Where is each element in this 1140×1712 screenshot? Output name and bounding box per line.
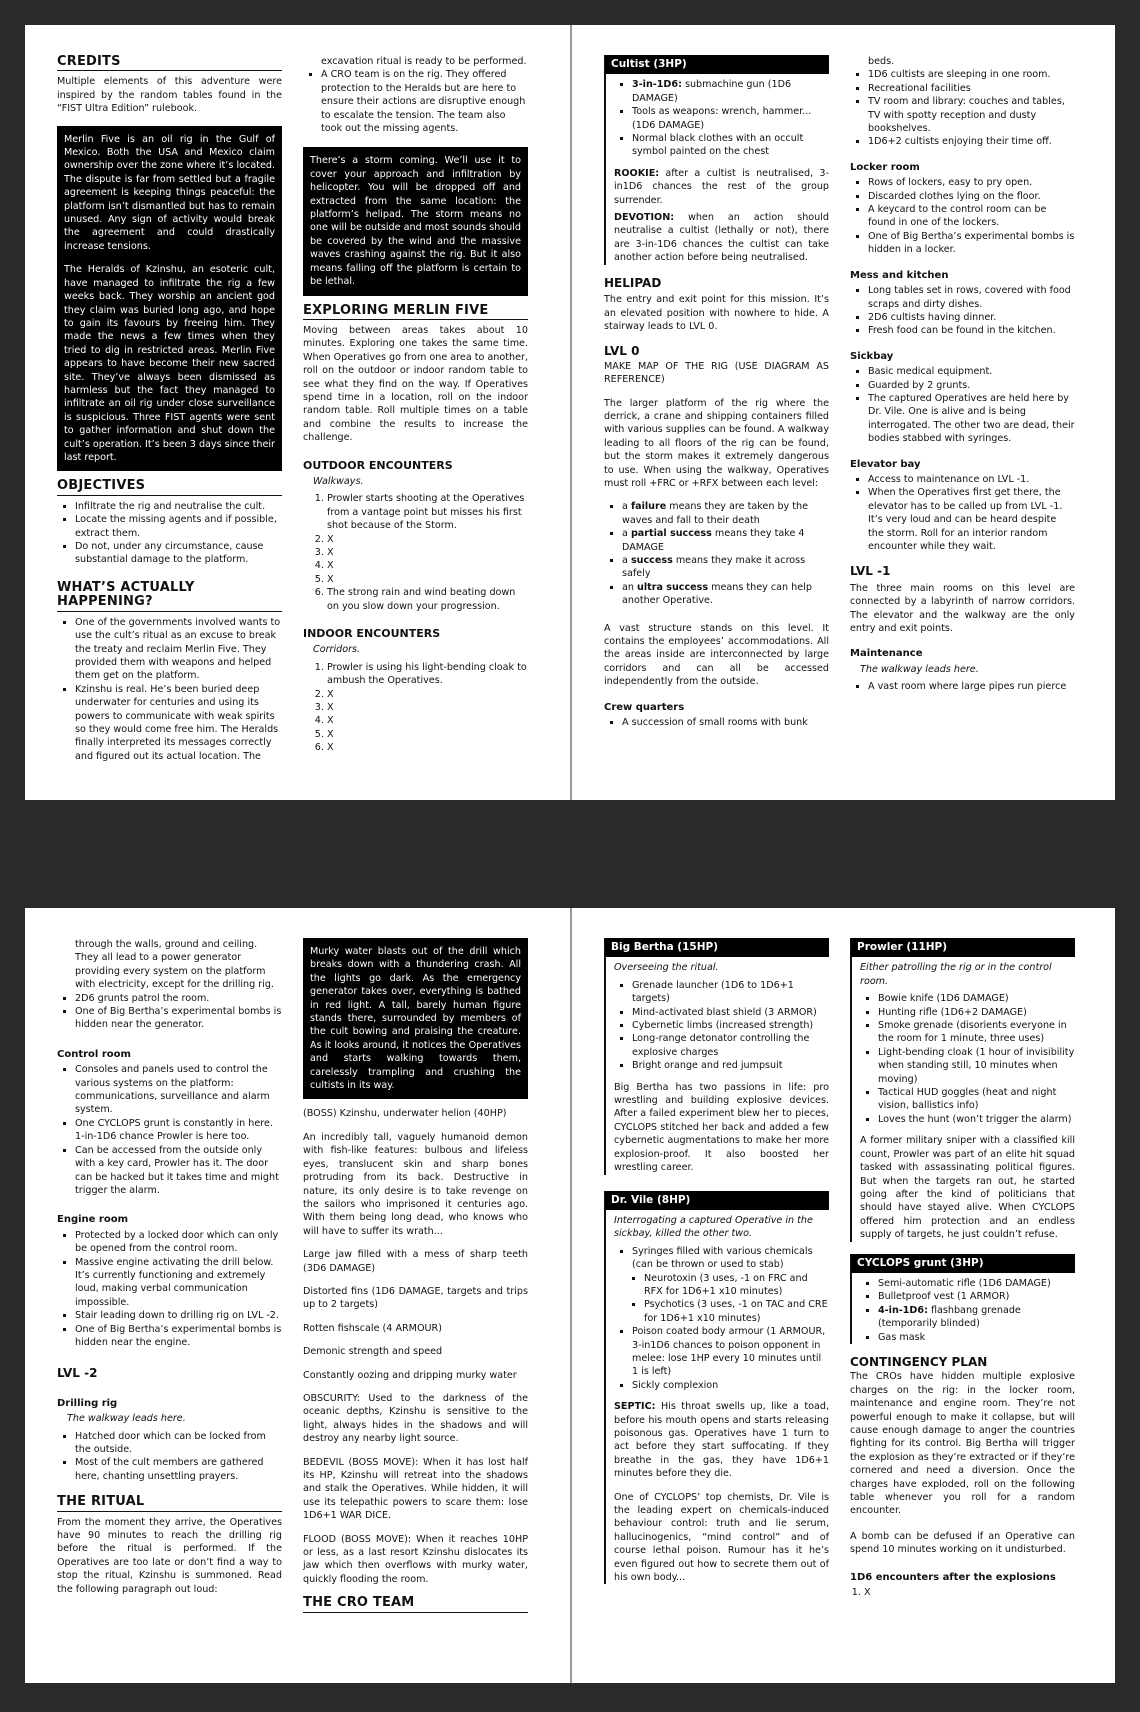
list-item: ▪ Most of the cult members are gathered here, chanting unsettling prayers. xyxy=(75,1456,282,1483)
indoor-table xyxy=(303,661,528,755)
big-bertha-header: Big Bertha (15HP) xyxy=(605,938,829,957)
list-item: ▪ Kzinshu is real. He’s been buried deep underwater for centuries and using its powers to communicate with weak spirits so they would come free him. The Heralds finally interpreted its messages correctly and figured out its actual location. The xyxy=(75,683,282,763)
list-item: 3. X xyxy=(327,546,528,559)
keyword: success xyxy=(630,555,673,566)
dr-vile-list xyxy=(614,1245,829,1392)
boss-trait: Large jaw filled with a mess of sharp teeth (3D6 DAMAGE) xyxy=(303,1249,528,1274)
keyword: 4-in-1D6: xyxy=(878,1304,928,1316)
locker-heading: Locker room xyxy=(850,161,920,173)
list-item: ▪ Tactical HUD goggles (heat and night vision, ballistics info) xyxy=(878,1086,1075,1113)
list-item: ▪ Bright orange and red jumpsuit xyxy=(632,1059,829,1072)
list-item: ▪ Semi-automatic rifle (1D6 DAMAGE) xyxy=(878,1277,1075,1290)
list-text: means they are taken by the waves and fall to their death xyxy=(622,501,809,526)
list-item: ▪ 2D6 cultists having dinner. xyxy=(868,311,1075,324)
list-item: ▪ Neurotoxin (3 uses, -1 on FRC and RFX for 1D6+1 x10 minutes) xyxy=(644,1272,829,1299)
list-item: ▪ 1D6+2 cultists enjoying their time off. xyxy=(868,135,1075,148)
exploring-heading: EXPLORING MERLIN FIVE xyxy=(303,304,528,320)
list-item xyxy=(878,1304,1075,1331)
elevator-list xyxy=(850,473,1075,553)
page-3-right-column xyxy=(303,938,528,1617)
list-item: ▪ Can be accessed from the outside only with a key card, Prowler has it. The door can be hacked but it takes time and might trigger the alarm. xyxy=(75,1144,282,1198)
big-bertha-text: Big Bertha has two passions in life: pro wrestling and building explosive devices. After a failed experiment blew her to pieces, CYCLOPS stitched her back and added a few cybernetic augmentations to make her more explosion-proof. It also boosted her wrestling career. xyxy=(614,1081,829,1174)
helipad-text: The entry and exit point for this mission. It’s an elevated position with nowhere to hide. A stairway leads to LVL 0. xyxy=(604,294,829,332)
intro-box xyxy=(57,126,282,472)
continued-text: excavation ritual is ready to be performed. xyxy=(321,56,527,67)
maintenance-heading: Maintenance xyxy=(850,648,923,660)
crew-list xyxy=(604,716,829,729)
devotion-rule xyxy=(614,211,829,265)
bomb-defuse-text: A bomb can be defused if an Operative can spend 10 minutes working on it undisturbed. xyxy=(850,1530,1075,1556)
list-item: 6. X xyxy=(327,741,528,754)
list-item: 1. X xyxy=(864,1586,1075,1599)
drilling-rig-heading: Drilling rig xyxy=(57,1397,118,1409)
boss-header: (BOSS) Kzinshu, underwater helion (40HP) xyxy=(303,1108,507,1120)
boss-trait: OBSCURITY: Used to the darkness of the oceanic depths, Kzinshu is sensitive to the light, always hides in the shadows and will destroy any nearby light source. xyxy=(303,1392,528,1445)
list-item: ▪ Hunting rifle (1D6+2 DAMAGE) xyxy=(878,1006,1075,1019)
list-item: ▪ Smoke grenade (disorients everyone in the room for 1 minute, three uses) xyxy=(878,1019,1075,1046)
list-item: ▪ Gas mask xyxy=(878,1331,1075,1344)
happening-list xyxy=(57,616,282,763)
list-item: ▪ Guarded by 2 grunts. xyxy=(868,379,1075,392)
list-item: ▪ The captured Operatives are held here by Dr. Vile. One is alive and is being interrogated. The other two are dead, their bodies stabbed with syringes. xyxy=(868,392,1075,446)
dr-vile-subtitle: Interrogating a captured Operative in the sickbay, killed the other two. xyxy=(614,1214,813,1240)
boss-trait: Constantly oozing and dripping murky water xyxy=(303,1369,517,1381)
lvl0-text: The larger platform of the rig where the derrick, a crane and shipping containers filled with various supplies can be found. A walkway leading to all floors of the rig can be found, but the storm makes it extremely dangerous to use. When using the walkway, Operatives must roll +FRC or +RFX between each level: xyxy=(604,397,829,489)
list-item: 3. X xyxy=(327,701,528,714)
page-4-right-column xyxy=(850,938,1075,1607)
happening-heading xyxy=(57,581,282,612)
article: an xyxy=(622,581,638,593)
list-text: means they take 4 DAMAGE xyxy=(622,528,805,553)
list-item xyxy=(622,500,829,527)
ritual-text: From the moment they arrive, the Operatives have 90 minutes to reach the drilling rig before the ritual is performed. If the Operatives are too late or don’t find a way to stop the ritual, Kzinshu is summoned. Read the following paragraph out loud: xyxy=(57,1516,282,1595)
boss-move: BEDEVIL (BOSS MOVE): When it has lost half its HP, Kzinshu will retreat into the shadows and stalk the Operatives. While hidden, it will use its telepathic powers to scare them: lose 1D6+1 WAR DICE. xyxy=(303,1456,528,1522)
keyword: 3-in-1D6: xyxy=(632,79,682,91)
outdoor-heading: OUTDOOR ENCOUNTERS xyxy=(303,458,453,472)
chemicals-sublist xyxy=(632,1272,829,1326)
list-item xyxy=(622,527,829,554)
cultist-header: Cultist (3HP) xyxy=(605,55,829,74)
list-item: ▪ Mind-activated blast shield (3 ARMOR) xyxy=(632,1006,829,1019)
list-item: ▪ Consoles and panels used to control the various systems on the platform: communications, surveillance and alarm system. xyxy=(75,1063,282,1117)
cro-team-heading: THE CRO TEAM xyxy=(303,1596,528,1612)
control-room-heading: Control room xyxy=(57,1048,131,1060)
list-item: ▪ Tools as weapons: wrench, hammer... (1D6 DAMAGE) xyxy=(632,105,829,132)
list-item: ▪ Access to maintenance on LVL -1. xyxy=(868,473,1075,486)
list-item: ▪ One of Big Bertha’s experimental bombs is hidden near the engine. xyxy=(75,1323,282,1350)
list-text: Syringes filled with various chemicals (can be thrown or used to stab) xyxy=(632,1245,813,1271)
indoor-heading: INDOOR ENCOUNTERS xyxy=(303,627,441,641)
lvl0-subtitle: MAKE MAP OF THE RIG (USE DIAGRAM AS REFERENCE) xyxy=(604,360,829,386)
lvl0-heading: LVL 0 xyxy=(604,344,640,359)
list-item: ▪ One CYCLOPS grunt is constantly in here. 1-in-1D6 chance Prowler is here too. xyxy=(75,1117,282,1144)
grunt-list xyxy=(860,1277,1075,1344)
list-item: ▪ A keycard to the control room can be found in one of the lockers. xyxy=(868,203,1075,230)
list-item: ▪ Sickly complexion xyxy=(632,1379,829,1392)
page-1 xyxy=(25,25,570,800)
lvl-minus2-heading: LVL -2 xyxy=(57,1366,98,1381)
rule-text: after a cultist is neutralised, 3-in1D6 chances the rest of the group surrender. xyxy=(614,167,829,206)
list-item: ▪ One of the governments involved wants to use the cult’s ritual as an excuse to break the treaty and reclaim Merlin Five. They provided them with weapons and helped them get on the platform. xyxy=(75,616,282,683)
big-bertha-list xyxy=(614,979,829,1073)
helipad-heading: HELIPAD xyxy=(604,275,662,290)
list-item: ▪ Poison coated body armour (1 ARMOUR, 3-in1D6 chances to poison opponent in melee: lose 1HP every 10 minutes until 1 is left) xyxy=(632,1325,829,1379)
list-item: ▪ Hatched door which can be locked from the outside. xyxy=(75,1430,282,1457)
outdoor-subtitle: Walkways. xyxy=(313,475,364,487)
list-item: ▪ When the Operatives first get there, the elevator has to be called up from LVL -1. It’s very loud and can be heard despite the storm. Roll for an interior random encounter while they wait. xyxy=(868,486,1075,553)
page-3 xyxy=(25,908,570,1683)
contingency-text: The CROs have hidden multiple explosive charges on the rig: in the locker room, maintenance and engine room. They’re not powerful enough to make it collapse, but will cause enough damage to anger the countries fighting for its control. Big Bertha will trigger the explosion as they’re extracted or if they’re cornered and need a diversion. Once the charges have exploded, roll on the following table whenever you roll for a random encounter. xyxy=(850,1371,1075,1517)
list-item: ▪ 1D6 cultists are sleeping in one room. xyxy=(868,68,1075,81)
list-item xyxy=(632,78,829,105)
ritual-heading: THE RITUAL xyxy=(57,1495,282,1511)
keyword: failure xyxy=(630,501,667,513)
boss-trait: Distorted fins (1D6 DAMAGE, targets and trips up to 2 targets) xyxy=(303,1285,528,1311)
list-item: 1. Prowler starts shooting at the Operatives from a vantage point but misses his first shot because of the Storm. xyxy=(327,492,528,532)
list-item: ▪ A succession of small rooms with bunk xyxy=(622,716,829,729)
control-room-list xyxy=(57,1063,282,1197)
list-item: ▪ Light-bending cloak (1 hour of invisibility when standing still, 10 minutes when moving) xyxy=(878,1046,1075,1086)
ritual-box xyxy=(303,938,528,1099)
page-1-right-column xyxy=(303,55,528,763)
list-item: ▪ Infiltrate the rig and neutralise the cult. xyxy=(75,500,282,513)
big-bertha-subtitle: Overseeing the ritual. xyxy=(614,962,719,974)
list-item xyxy=(622,581,829,608)
lvl-minus1-heading: LVL -1 xyxy=(850,564,891,579)
list-item: ▪ Recreational facilities xyxy=(868,82,1075,95)
list-item: 2. X xyxy=(327,533,528,546)
list-item: ▪ One of Big Bertha’s experimental bombs is hidden near the generator. xyxy=(75,1005,282,1032)
page-2 xyxy=(570,25,1115,800)
cultist-list xyxy=(614,78,829,158)
list-item: ▪ TV room and library: couches and tables, TV with spotty reception and dusty bookshelves. xyxy=(868,95,1075,135)
list-item: 4. X xyxy=(327,559,528,572)
page-3-left-column xyxy=(57,938,282,1606)
list-item: 1. Prowler is using his light-bending cloak to ambush the Operatives. xyxy=(327,661,528,688)
list-item: 5. X xyxy=(327,728,528,741)
article: a xyxy=(622,501,631,513)
list-item: ▪ One of Big Bertha’s experimental bombs is hidden in a locker. xyxy=(868,230,1075,257)
page-1-left-column xyxy=(57,55,282,771)
keyword: DEVOTION: xyxy=(614,212,675,224)
after-explosions-heading: 1D6 encounters after the explosions xyxy=(850,1571,1056,1583)
intro-paragraph-2: The Heralds of Kzinshu, an esoteric cult, have managed to infiltrate the rig a few weeks back. They worship an ancient god they claim was buried long ago, and hope to gain its favours by freeing him. They made the news a few times when they tried to dig in restricted areas. Merlin Five appears to have become their new sacred site. They’ve always been dismissed as harmless but the fact they managed to infiltrate an oil rig under close surveillance is suspicious. Three FIST agents were sent to gather information and shut down the cult’s operation. It’s been 3 days since their last report. xyxy=(64,264,275,463)
sickbay-list xyxy=(850,365,1075,445)
ritual-box-text: Murky water blasts out of the drill which breaks down with a thundering crash. All the lights go dark. As the emergency generator takes over, everything is bathed in red light. A tall, barely human figure stands there, surrounded by members of the cult bowing and praising the creature. As it looks around, it notices the Operatives and starts walking towards them, carelessly trampling and crushing the cultists in its way. xyxy=(310,946,521,1092)
prowler-text: A former military sniper with a classified kill count, Prowler was part of an elite hit squad tasked with assassinating political figures. But when the targets ran out, he started going after the kind of politicians that should have stayed alive. When CYCLOPS offered him protection and an endless supply of targets, he just couldn’t refuse. xyxy=(860,1135,1075,1241)
lvl-minus1-text: The three main rooms on this level are connected by a labyrinth of narrow corridors. The elevator and the walkway are the only entry and exit points. xyxy=(850,582,1075,635)
dr-vile-statblock xyxy=(604,1191,829,1585)
boss-trait: Demonic strength and speed xyxy=(303,1346,443,1358)
objectives-list xyxy=(57,500,282,567)
list-item: 2. X xyxy=(327,688,528,701)
storm-box xyxy=(303,147,528,295)
page-4-left-column xyxy=(604,938,829,1596)
rookie-rule xyxy=(614,167,829,207)
article: a xyxy=(622,528,631,540)
list-item: ▪ Psychotics (3 uses, -1 on TAC and CRE for 1D6+1 x10 minutes) xyxy=(644,1298,829,1325)
keyword: ROOKIE: xyxy=(614,167,660,179)
lvl0-structure-text: A vast structure stands on this level. It contains the employees’ accommodations. All the areas inside are interconnected by large corridors and can all be accessed independently from the outside. xyxy=(604,622,829,688)
walkway-results xyxy=(604,500,829,607)
contingency-heading: CONTINGENCY PLAN xyxy=(850,1354,988,1369)
list-item: ▪ Do not, under any circumstance, cause substantial damage to the platform. xyxy=(75,540,282,567)
boss-description: An incredibly tall, vaguely humanoid demon with fish-like features: bulbous and lifeless eyes, translucent skin and sharp bones protruding from its back. Destructive in nature, its only desire is to take revenge on the sailors who imprisoned it centuries ago. With them being long dead, who knows who will have to suffer its wrath... xyxy=(303,1131,528,1237)
list-item: 6. The strong rain and wind beating down on you slow down your progression. xyxy=(327,586,528,613)
credits-heading: CREDITS xyxy=(57,55,282,71)
grunt-header: CYCLOPS grunt (3HP) xyxy=(851,1254,1075,1273)
continued-text: beds. xyxy=(868,56,895,67)
cro-bullet-list xyxy=(303,68,528,135)
list-item: ▪ Long tables set in rows, covered with food scraps and dirty dishes. xyxy=(868,284,1075,311)
list-text: means they make it across safely xyxy=(622,555,806,580)
page-4 xyxy=(570,908,1115,1683)
boss-move: FLOOD (BOSS MOVE): When it reaches 10HP or less, as a last resort Kzinshu dislocates its jaw which then overflows with murky water, quickly flooding the room. xyxy=(303,1533,528,1585)
mess-list xyxy=(850,284,1075,338)
page-2-left-column xyxy=(604,55,829,737)
heading-line: WHAT’S ACTUALLY xyxy=(57,579,195,595)
list-item: ▪ Bowie knife (1D6 DAMAGE) xyxy=(878,992,1075,1005)
objectives-heading: OBJECTIVES xyxy=(57,479,282,495)
grunt-statblock xyxy=(850,1254,1075,1344)
article: a xyxy=(622,555,631,566)
drilling-rig-list xyxy=(57,1430,282,1484)
prowler-list xyxy=(860,992,1075,1126)
list-item: ▪ Fresh food can be found in the kitchen. xyxy=(868,324,1075,337)
list-item: ▪ Stair leading down to drilling rig on LVL -2. xyxy=(75,1309,282,1322)
list-item: ▪ A CRO team is on the rig. They offered protection to the Heralds but are here to ensure their actions are disruptive enough to escalate the tension. The team also took out the missing agents. xyxy=(321,68,528,135)
list-item: ▪ Long-range detonator controlling the explosive charges xyxy=(632,1032,829,1059)
list-item: ▪ Discarded clothes lying on the floor. xyxy=(868,190,1075,203)
prowler-statblock xyxy=(850,938,1075,1242)
heading-line: HAPPENING? xyxy=(57,593,153,609)
outdoor-table xyxy=(303,492,528,613)
intro-paragraph-1: Merlin Five is an oil rig in the Gulf of Mexico. Both the USA and Mexico claim ownership over the zone where it’s located. The dispute is far from settled but a fragile agreement is keeping things peaceful: the platform isn’t dismantled but has to remain unused. Any sign of activity would break the agreement and could drastically increase tensions. xyxy=(64,133,275,252)
list-item: ▪ 2D6 grunts patrol the room. xyxy=(75,992,282,1005)
list-item: ▪ Protected by a locked door which can only be opened from the control room. xyxy=(75,1229,282,1256)
list-item xyxy=(622,554,829,581)
rule-text: His throat swells up, like a toad, before his mouth opens and starts releasing poisonous gas. Operatives have 1 turn to act before they start suffocating. If they breathe in the gas, they have 1D6+1 minutes before they die. xyxy=(614,1401,829,1480)
cultist-statblock xyxy=(604,55,829,265)
dr-vile-header: Dr. Vile (8HP) xyxy=(605,1191,829,1210)
list-item: ▪ Rows of lockers, easy to pry open. xyxy=(868,176,1075,189)
locker-list xyxy=(850,176,1075,256)
keyword: partial success xyxy=(630,528,712,540)
credits-text: Multiple elements of this adventure were inspired by the random tables found in the “FIST Ultra Edition” rulebook. xyxy=(57,76,282,115)
exploring-text: Moving between areas takes about 10 minutes. Exploring one takes the same time. When Operatives go from one area to another, roll on the outdoor or indoor random table to see what they find on the way. If Operatives spend time in a location, roll on the indoor random table. Roll multiple times on a table and combine the results to increase the challenge. xyxy=(303,324,528,444)
after-explosions-table xyxy=(850,1586,1075,1599)
indoor-subtitle: Corridors. xyxy=(313,644,361,656)
maintenance-subtitle: The walkway leads here. xyxy=(860,663,979,675)
dr-vile-text: One of CYCLOPS’ top chemists, Dr. Vile is the leading expert on chemicals-induced behaviour control: truth and lie serum, hallucinogenics, “mind control” and of course lethal poison. Rumour has it he’s even figured out how to secrete them out of his own body... xyxy=(614,1491,829,1584)
list-item: ▪ Bulletproof vest (1 ARMOR) xyxy=(878,1290,1075,1303)
list-item: ▪ Basic medical equipment. xyxy=(868,365,1075,378)
prowler-header: Prowler (11HP) xyxy=(851,938,1075,957)
list-text: means they can help another Operative. xyxy=(622,581,812,607)
rule-text: when an action should neutralise a cultist (lethally or not), there are 3-in-1D6 chances the cultist can take another action before being neutralised. xyxy=(614,212,829,264)
maintenance-list xyxy=(850,680,1075,693)
crew-heading: Crew quarters xyxy=(604,701,685,713)
big-bertha-statblock xyxy=(604,938,829,1175)
continued-text: through the walls, ground and ceiling. They all lead to a power generator providing every system on the platform with electricity, except for the drilling rig. xyxy=(75,939,275,991)
list-item: ▪ Locate the missing agents and if possible, extract them. xyxy=(75,513,282,540)
list-text: submachine gun (1D6 DAMAGE) xyxy=(632,79,792,104)
septic-rule xyxy=(614,1400,829,1480)
maintenance-list-continued xyxy=(57,992,282,1032)
prowler-subtitle: Either patrolling the rig or in the control room. xyxy=(860,962,1052,987)
list-item: 5. X xyxy=(327,573,528,586)
elevator-heading: Elevator bay xyxy=(850,458,921,470)
keyword: SEPTIC: xyxy=(614,1401,656,1413)
mess-heading: Mess and kitchen xyxy=(850,269,949,281)
list-item xyxy=(632,1245,829,1325)
list-item: ▪ Loves the hunt (won’t trigger the alarm) xyxy=(878,1113,1075,1126)
keyword: ultra success xyxy=(637,581,709,593)
list-text: flashbang grenade (temporarily blinded) xyxy=(878,1304,1021,1330)
boss-trait: Rotten fishscale (4 ARMOUR) xyxy=(303,1322,442,1334)
list-item: ▪ Massive engine activating the drill below. It’s currently functioning and extremely loud, making verbal communication impossible. xyxy=(75,1256,282,1310)
storm-text: There’s a storm coming. We’ll use it to cover your approach and infiltration by helicopter. You will be dropped off and extracted from the same location: the platform’s helipad. The storm means no one will be outside and most sounds should be covered by the wind and the massive waves crashing against the rig. But it also means falling off the platform is certain to be lethal. xyxy=(310,155,521,288)
list-item: ▪ Normal black clothes with an occult symbol painted on the chest xyxy=(632,132,829,159)
list-item: ▪ Grenade launcher (1D6 to 1D6+1 targets) xyxy=(632,979,829,1006)
page-2-right-column xyxy=(850,55,1075,702)
engine-room-list xyxy=(57,1229,282,1350)
sickbay-heading: Sickbay xyxy=(850,350,894,362)
list-item: 4. X xyxy=(327,714,528,727)
list-item: ▪ A vast room where large pipes run pierce xyxy=(868,680,1075,693)
engine-room-heading: Engine room xyxy=(57,1214,129,1226)
list-item: ▪ Cybernetic limbs (increased strength) xyxy=(632,1019,829,1032)
drilling-rig-subtitle: The walkway leads here. xyxy=(67,1413,186,1425)
crew-list-continued xyxy=(850,68,1075,148)
